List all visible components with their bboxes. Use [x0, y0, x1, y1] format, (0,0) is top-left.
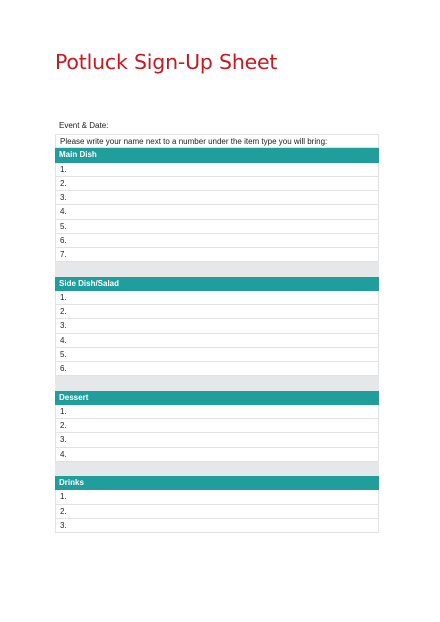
sections-container	[55, 148, 379, 533]
signup-row[interactable]: 5.	[55, 220, 379, 234]
section-header-drinks: Drinks	[55, 476, 379, 490]
section-spacer	[55, 462, 379, 476]
signup-row[interactable]: 2.	[55, 305, 379, 319]
signup-row[interactable]: 4.	[55, 334, 379, 348]
page-title: Potluck Sign-Up Sheet	[55, 50, 278, 74]
event-date-field[interactable]: Event & Date:	[59, 121, 109, 130]
signup-row[interactable]: 2.	[55, 505, 379, 519]
signup-row[interactable]: 1.	[55, 163, 379, 177]
signup-row[interactable]: 3.	[55, 519, 379, 533]
signup-row[interactable]: 3.	[55, 433, 379, 447]
signup-sheet	[55, 118, 379, 533]
section-header-dessert: Dessert	[55, 391, 379, 405]
signup-row[interactable]: 2.	[55, 177, 379, 191]
section-spacer	[55, 376, 379, 390]
signup-row[interactable]: 4.	[55, 448, 379, 462]
signup-row[interactable]: 3.	[55, 319, 379, 333]
signup-row[interactable]: 1.	[55, 490, 379, 504]
instructions-text: Please write your name next to a number under the item type you will bring:	[55, 134, 379, 148]
signup-row[interactable]: 1.	[55, 291, 379, 305]
signup-row[interactable]: 6.	[55, 362, 379, 376]
signup-row[interactable]: 7.	[55, 248, 379, 262]
signup-row[interactable]: 2.	[55, 419, 379, 433]
section-header-main-dish: Main Dish	[55, 148, 379, 162]
signup-row[interactable]: 6.	[55, 234, 379, 248]
signup-row[interactable]: 4.	[55, 205, 379, 219]
signup-row[interactable]: 3.	[55, 191, 379, 205]
signup-row[interactable]: 5.	[55, 348, 379, 362]
section-header-side-dish-salad: Side Dish/Salad	[55, 277, 379, 291]
signup-row[interactable]: 1.	[55, 405, 379, 419]
section-spacer	[55, 262, 379, 276]
